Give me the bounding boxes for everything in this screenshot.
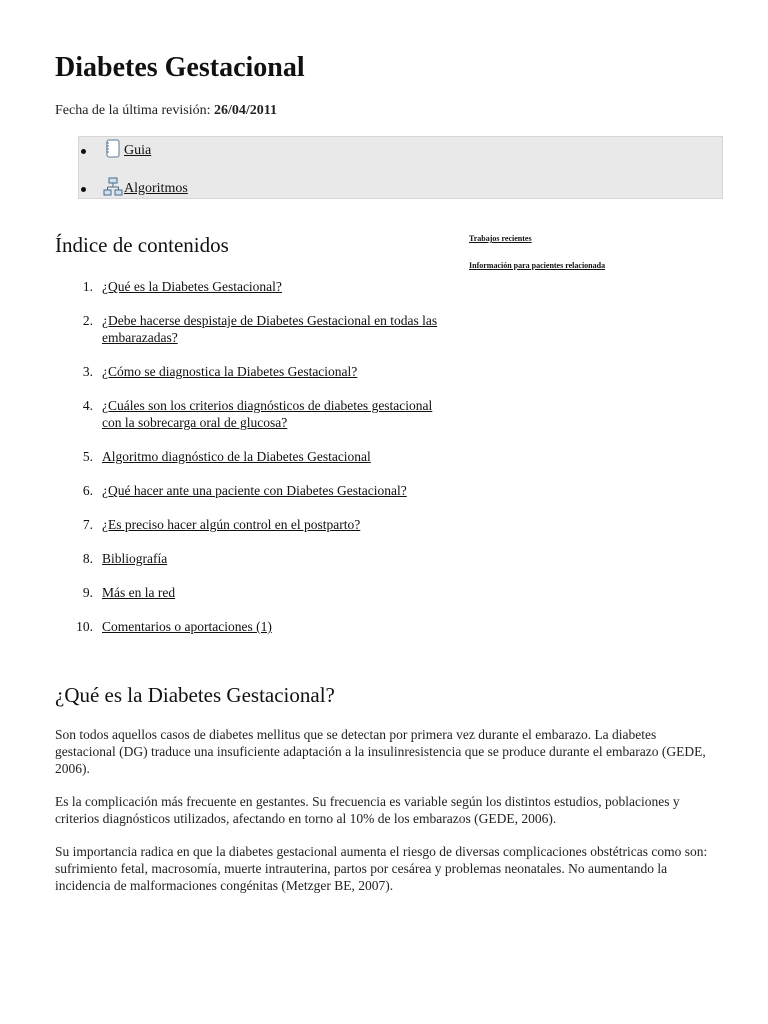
toc-item	[55, 312, 445, 346]
toc-item	[55, 397, 445, 431]
patient-info-link[interactable]: Información para pacientes relacionada	[469, 261, 606, 270]
toc-item-number: 1.	[82, 279, 93, 294]
toc-heading: Índice de contenidos	[55, 233, 229, 257]
toc-link-4[interactable]: ¿Cuáles son los criterios diagnósticos de diabetes gestacional con la sobrecarga oral de glucosa?	[102, 398, 433, 430]
toc-list	[55, 278, 445, 652]
toc-item-number: 9.	[82, 585, 93, 600]
nav-box	[78, 136, 723, 199]
toc-link-8[interactable]: Bibliografía	[102, 551, 168, 566]
toc-item-number: 10.	[76, 619, 93, 634]
paragraph-1: Son todos aquellos casos de diabetes mellitus que se detectan por primera vez durante el embarazo. La diabetes gestacional (DG) traduce una insuficiente adaptación a la insulinresistencia que se produce durante el embarazo (GEDE, 2006).	[55, 727, 706, 776]
toc-item	[55, 482, 445, 499]
toc-item	[55, 516, 445, 533]
toc-item-number: 5.	[82, 449, 93, 464]
notebook-icon	[103, 139, 123, 159]
toc-item	[55, 584, 445, 601]
nav-link-algoritmos[interactable]: Algoritmos	[124, 181, 188, 196]
toc-link-2[interactable]: ¿Debe hacerse despistaje de Diabetes Gestacional en todas las embarazadas?	[102, 313, 438, 345]
toc-link-7[interactable]: ¿Es preciso hacer algún control en el postparto?	[102, 517, 361, 532]
side-links	[469, 234, 605, 270]
toc-item	[55, 448, 445, 465]
section-heading: ¿Qué es la Diabetes Gestacional?	[55, 683, 335, 707]
toc-item-number: 6.	[82, 483, 93, 498]
recent-works-link[interactable]: Trabajos recientes	[469, 234, 532, 243]
paragraph-2: Es la complicación más frecuente en gestantes. Su frecuencia es variable según los distintos estudios, poblaciones y criterios diagnósticos utilizados, afectando en torno al 10% de los embarazos (GEDE, 2006).	[55, 794, 680, 826]
nav-link-guia[interactable]: Guia	[124, 143, 152, 158]
toc-link-10[interactable]: Comentarios o aportaciones (1)	[102, 619, 272, 634]
toc-item	[55, 550, 445, 567]
toc-link-1[interactable]: ¿Qué es la Diabetes Gestacional?	[102, 279, 282, 294]
toc-link-6[interactable]: ¿Qué hacer ante una paciente con Diabetes Gestacional?	[102, 483, 407, 498]
toc-link-9[interactable]: Más en la red	[102, 585, 176, 600]
revision-line	[55, 103, 277, 119]
nav-item-algoritmos[interactable]	[79, 177, 188, 197]
toc-item	[55, 278, 445, 295]
toc-item	[55, 363, 445, 380]
flowchart-icon	[103, 177, 123, 197]
bullet-icon	[81, 149, 86, 154]
toc-item-number: 2.	[82, 313, 93, 328]
toc-link-3[interactable]: ¿Cómo se diagnostica la Diabetes Gestacional?	[102, 364, 358, 379]
nav-item-guia[interactable]	[79, 139, 151, 159]
toc-item-number: 7.	[82, 517, 93, 532]
bullet-icon	[81, 187, 86, 192]
page-title: Diabetes Gestacional	[55, 52, 305, 83]
revision-label: Fecha de la última revisión:	[55, 103, 211, 118]
toc-link-5[interactable]: Algoritmo diagnóstico de la Diabetes Gestacional	[102, 449, 371, 464]
revision-date: 26/04/2011	[214, 103, 278, 118]
toc-item	[55, 618, 445, 635]
toc-item-number: 8.	[82, 551, 93, 566]
toc-item-number: 4.	[82, 398, 93, 413]
paragraph-3: Su importancia radica en que la diabetes gestacional aumenta el riesgo de diversas complicaciones obstétricas como son: sufrimiento fetal, macrosomía, muerte intrauterina, partos por cesárea y problemas neonatales. No aumentando la incidencia de malformaciones congénitas (Metzger BE, 2007).	[55, 844, 708, 893]
toc-item-number: 3.	[82, 364, 93, 379]
